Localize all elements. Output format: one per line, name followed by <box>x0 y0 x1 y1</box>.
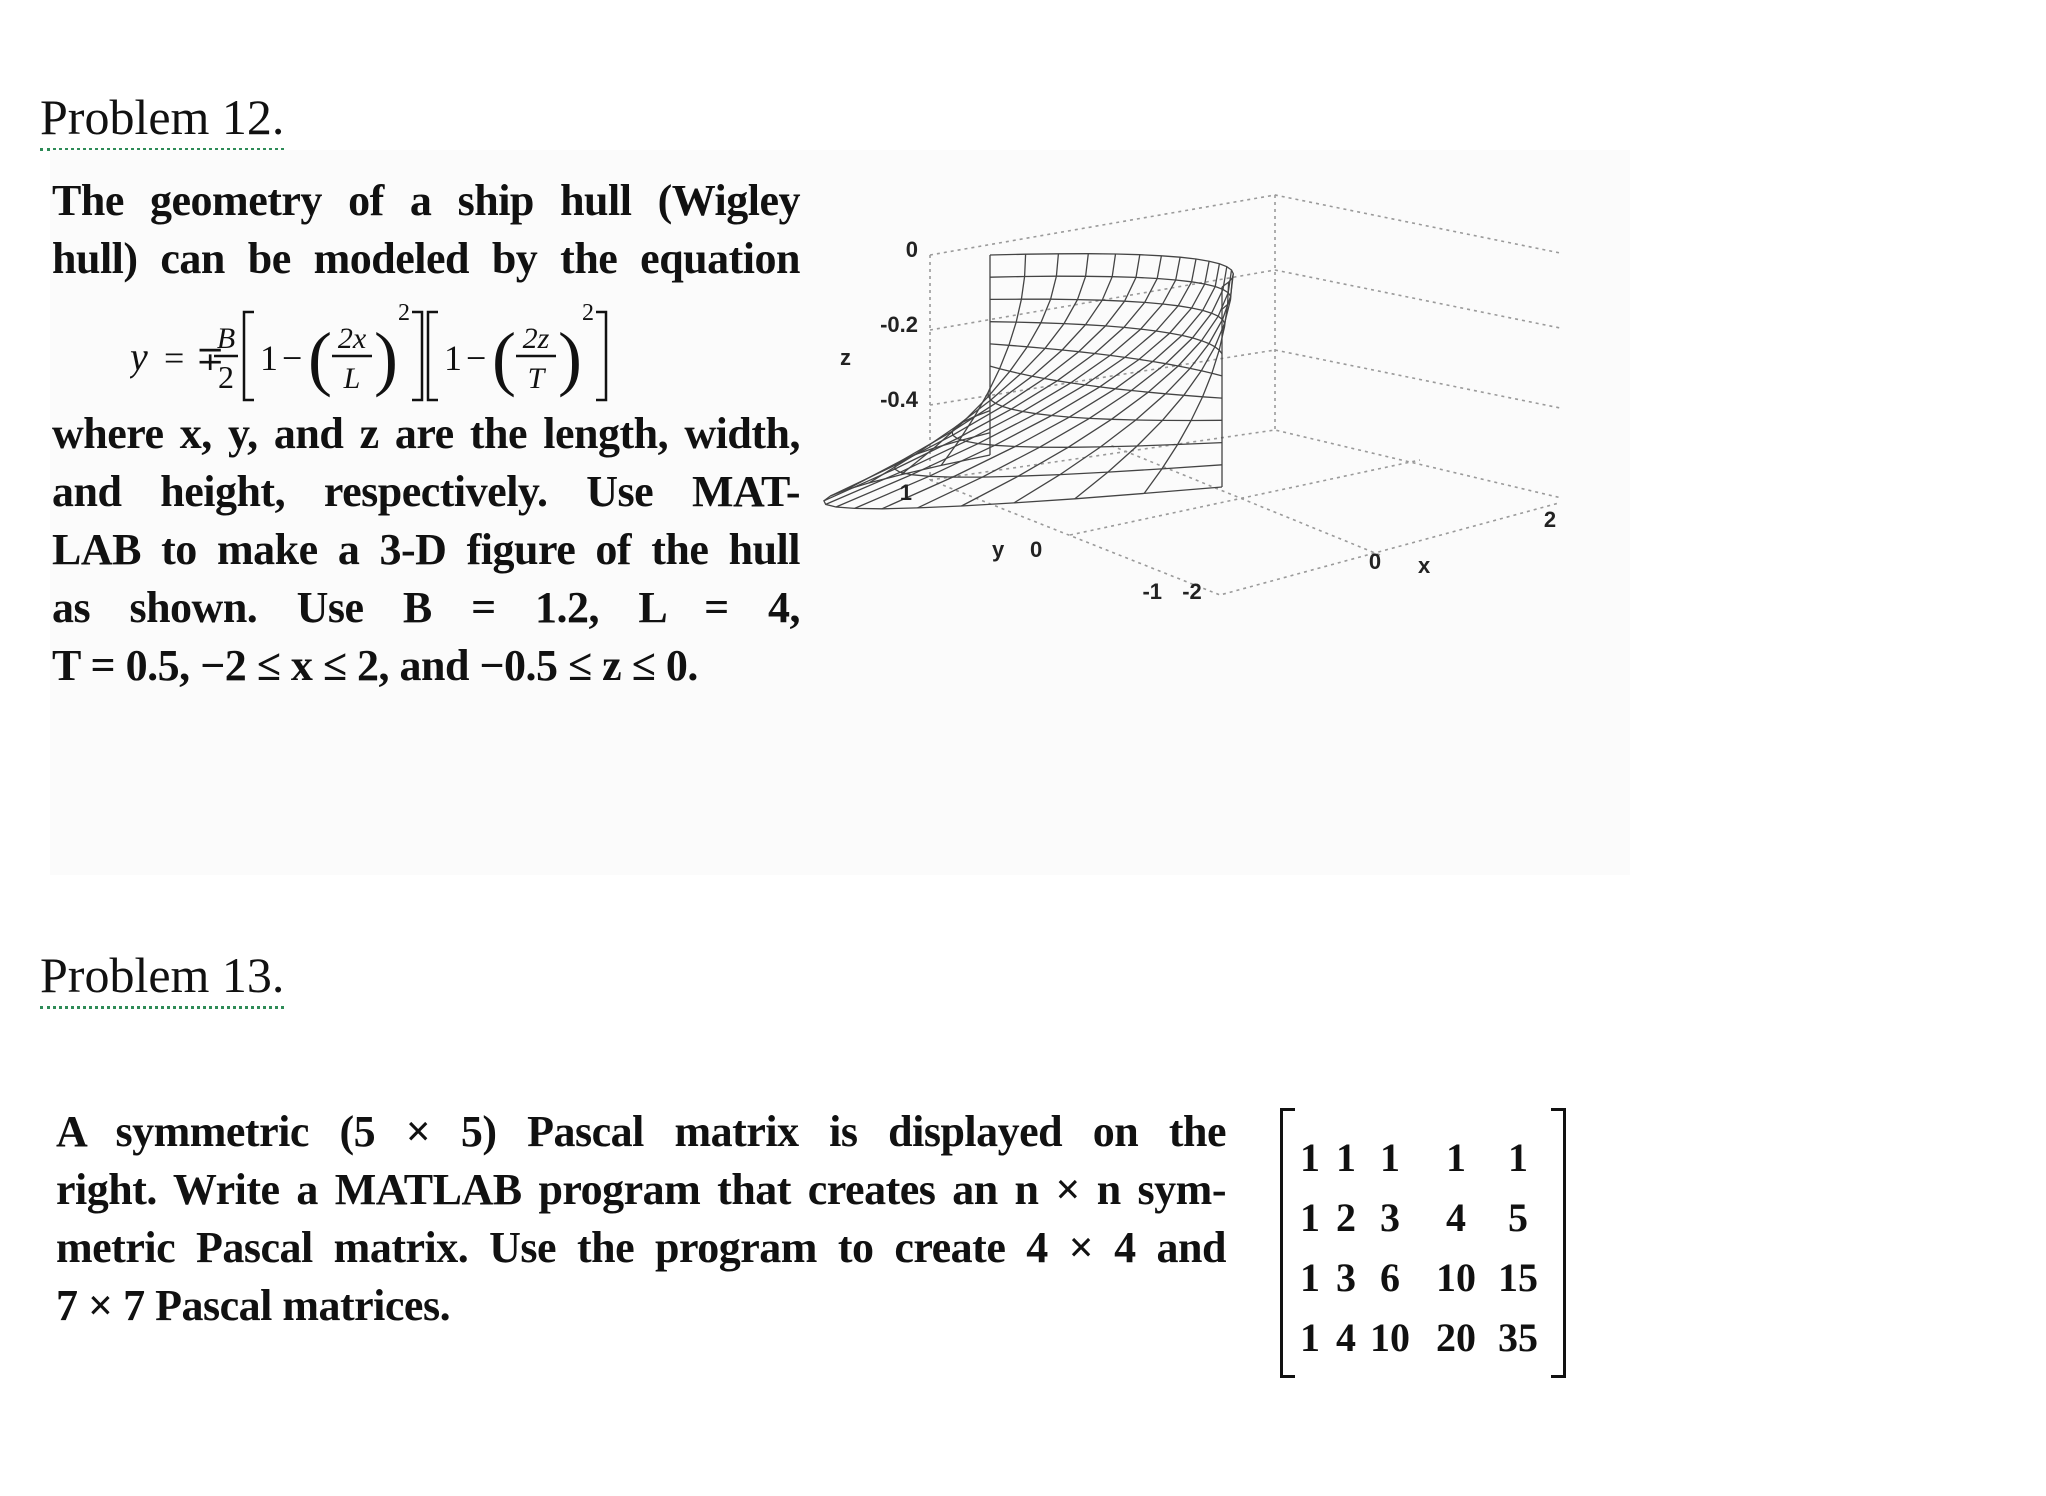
problem-13-body <box>56 1103 1226 1335</box>
box-grid <box>1275 270 1560 330</box>
matrix-cell: 10 <box>1370 1315 1410 1360</box>
matrix-cell: 5 <box>1508 1195 1528 1240</box>
eq-lhs: y <box>130 334 148 379</box>
z-axis-label: z <box>840 345 851 370</box>
eq-minus-2: − <box>466 338 487 378</box>
z-tick-neg02: -0.2 <box>880 312 918 337</box>
wigley-hull-figure <box>820 165 1560 635</box>
box-grid <box>1110 445 1380 555</box>
matrix-cell: 1 <box>1336 1135 1356 1180</box>
eq-paren-open-1: ( <box>308 318 332 398</box>
eq-equals: = <box>164 338 185 378</box>
problem-12-line: and height, respectively. Use MAT- <box>52 467 800 516</box>
eq-f2-num: 2z <box>522 322 550 355</box>
matrix-cell: 1 <box>1508 1135 1528 1180</box>
matrix-cell: 4 <box>1336 1315 1356 1360</box>
matrix-cell: 35 <box>1498 1315 1538 1360</box>
eq-f2-den: T <box>527 362 545 395</box>
eq-bracket-right-2 <box>596 312 606 400</box>
hull-mesh-line <box>831 255 1140 496</box>
matrix-cell: 1 <box>1300 1135 1320 1180</box>
hull-mesh-line <box>846 254 1116 490</box>
x-tick-2: 2 <box>1543 507 1557 532</box>
hull-mesh-line <box>941 254 1025 465</box>
matrix-cell: 1 <box>1446 1135 1466 1180</box>
problem-12-body <box>52 405 800 695</box>
hull-mesh-line <box>824 256 1162 501</box>
hull-mesh-line <box>990 254 1233 287</box>
problem-13-line: 7 × 7 Pascal matrices. <box>56 1281 451 1330</box>
problem-12-heading: Problem 12. <box>40 92 284 151</box>
y-tick-1: 1 <box>899 480 912 505</box>
z-tick-0: 0 <box>905 237 918 262</box>
y-axis-label: y <box>992 537 1005 562</box>
eq-exp-2: 2 <box>582 300 594 326</box>
eq-coef-den: 2 <box>218 359 234 395</box>
matrix-cell: 3 <box>1336 1255 1356 1300</box>
problem-12-intro <box>52 172 800 288</box>
matrix-cell: 15 <box>1498 1255 1538 1300</box>
hull-mesh-line <box>952 411 1222 448</box>
x-axis-label: x <box>1418 553 1431 578</box>
eq-exp-1: 2 <box>398 300 410 326</box>
y-tick-neg1: -1 <box>1142 579 1162 604</box>
hull-mesh-line <box>901 254 1059 475</box>
eq-paren-open-2: ( <box>492 318 516 398</box>
eq-bracket-left-1 <box>244 312 254 400</box>
eq-sign: ∓ <box>196 341 225 378</box>
matrix-row <box>1280 1248 1566 1308</box>
matrix-row <box>1280 1128 1566 1188</box>
problem-13-line: A symmetric (5 × 5) Pascal matrix is displayed on the <box>56 1107 1226 1156</box>
plot-box <box>930 195 1560 595</box>
box-grid <box>1275 350 1560 410</box>
z-tick-neg04: -0.4 <box>880 387 918 412</box>
matrix-cell: 1 <box>1300 1255 1320 1300</box>
problem-12-line: The geometry of a ship hull (Wigley <box>52 176 800 225</box>
pascal-matrix <box>1280 1108 1566 1378</box>
matrix-cell: 20 <box>1436 1315 1476 1360</box>
box-floor-back <box>930 430 1560 500</box>
eq-bracket-left-2 <box>428 312 438 400</box>
problem-12-line: where x, y, and z are the length, width, <box>52 409 800 458</box>
matrix-cell: 10 <box>1436 1255 1476 1300</box>
box-floor-front <box>930 480 1560 595</box>
matrix-cell: 2 <box>1336 1195 1356 1240</box>
matrix-row <box>1280 1308 1566 1368</box>
eq-one-2: 1 <box>444 338 462 378</box>
eq-coef-num: B <box>216 322 236 355</box>
y-tick-0: 0 <box>1030 537 1043 562</box>
eq-paren-close-1: ) <box>374 318 398 398</box>
problem-13-line: right. Write a MATLAB program that creates an n × n sym- <box>56 1165 1226 1214</box>
matrix-cell: 1 <box>1380 1135 1400 1180</box>
matrix-cell: 3 <box>1380 1195 1400 1240</box>
eq-minus-1: − <box>282 338 303 378</box>
eq-f1-den: L <box>343 362 361 395</box>
x-tick-0: 0 <box>1368 549 1382 574</box>
problem-12-line: hull) can be modeled by the equation <box>52 234 800 283</box>
problem-13-line: metric Pascal matrix. Use the program to create 4 × 4 and <box>56 1223 1226 1272</box>
matrix-cell: 6 <box>1380 1255 1400 1300</box>
problem-12-line: as shown. Use B = 1.2, L = 4, <box>52 583 800 632</box>
problem-12-line: LAB to make a 3-D figure of the hull <box>52 525 800 574</box>
hull-mesh-line <box>962 270 1232 506</box>
eq-f1-num: 2x <box>337 322 367 355</box>
wigley-equation <box>130 292 770 410</box>
matrix-cell: 4 <box>1446 1195 1466 1240</box>
problem-13-heading: Problem 13. <box>40 950 284 1009</box>
eq-bracket-right-1 <box>412 312 422 400</box>
matrix-cell: 1 <box>1300 1195 1320 1240</box>
hull-mesh-line <box>869 254 1088 483</box>
eq-one-1: 1 <box>260 338 278 378</box>
eq-paren-close-2: ) <box>558 318 582 398</box>
matrix-cell: 1 <box>1300 1315 1320 1360</box>
x-tick-neg2: -2 <box>1182 579 1202 604</box>
box-top-back <box>930 195 1560 255</box>
hull-mesh-line <box>824 455 1222 509</box>
matrix-row <box>1280 1188 1566 1248</box>
hull-mesh-line <box>990 322 1222 354</box>
problem-12-line: T = 0.5, −2 ≤ x ≤ 2, and −0.5 ≤ z ≤ 0. <box>52 641 698 690</box>
